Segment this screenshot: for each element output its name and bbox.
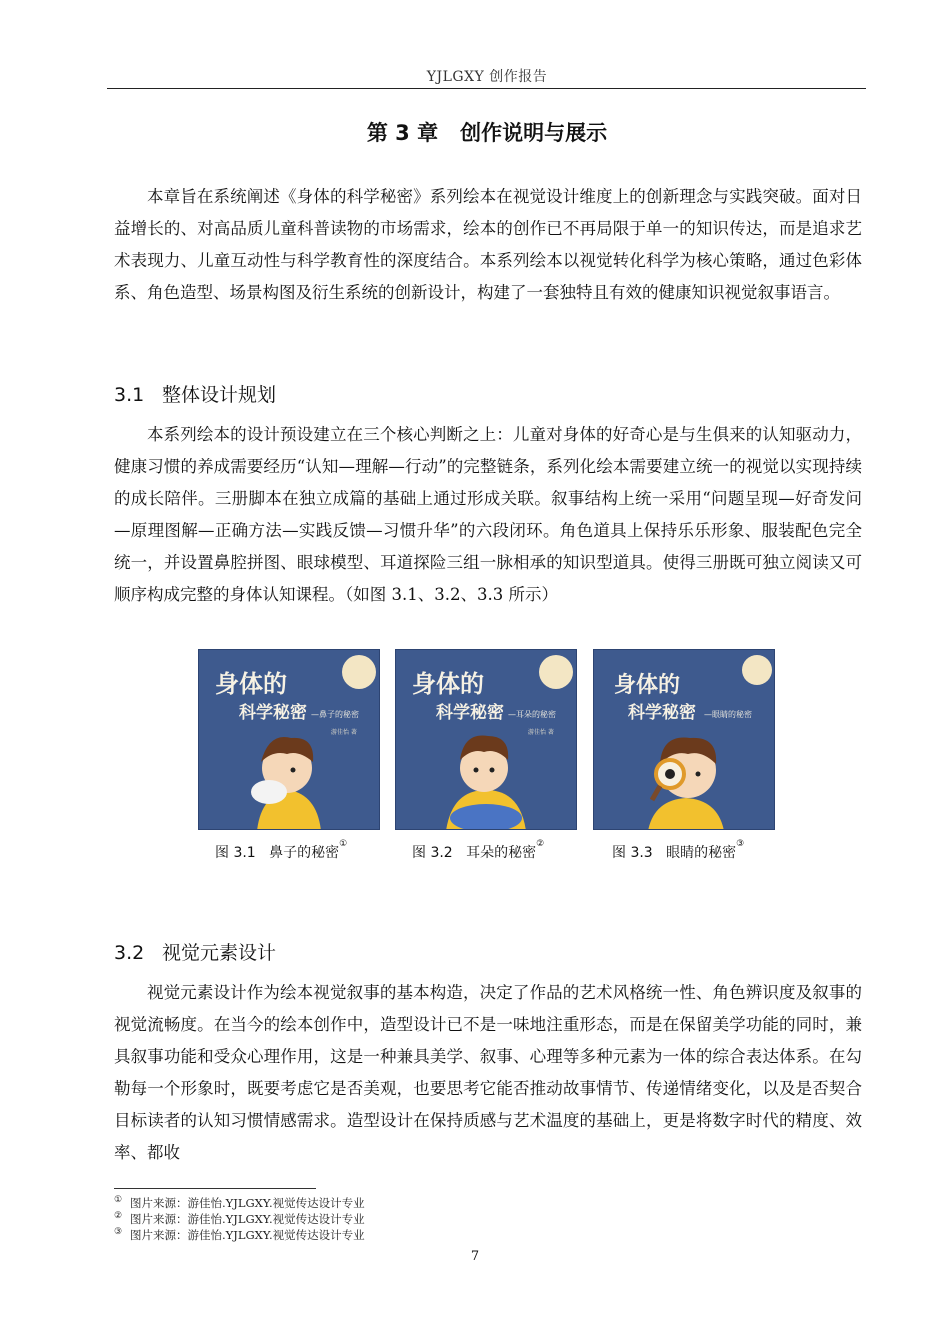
- chapter-number: 第 3 章: [366, 121, 439, 145]
- section-title: 视觉元素设计: [162, 942, 277, 964]
- footnote-mark: ③: [114, 1227, 123, 1237]
- caption-label: 图 3.2: [412, 845, 453, 861]
- header-rule: [107, 88, 866, 89]
- section-number: 3.2: [114, 942, 145, 964]
- footnote-3: [114, 1227, 365, 1243]
- caption-text: 眼睛的秘密: [666, 845, 737, 861]
- section-number: 3.1: [114, 384, 145, 406]
- footnote-ref: ②: [536, 839, 545, 849]
- cover-title-line2: 科学秘密: [436, 703, 504, 723]
- footnote-2: [114, 1211, 365, 1227]
- cover-subtitle: —鼻子的秘密: [311, 710, 359, 719]
- figure-caption: [612, 839, 745, 862]
- footnote-text: 图片来源：游佳怡.YJLGXY.视觉传达设计专业: [130, 1196, 365, 1210]
- figure-3-3: [593, 649, 775, 861]
- caption-text: 鼻子的秘密: [269, 845, 340, 861]
- chapter-title: [108, 117, 866, 147]
- footnote-mark: ①: [114, 1195, 123, 1205]
- section-heading-3-2: [114, 938, 276, 965]
- cover-title-line1: 身体的: [412, 670, 484, 698]
- section-title: 整体设计规划: [162, 384, 277, 406]
- cover-subtitle: —耳朵的秘密: [508, 710, 556, 719]
- book-cover-ear: [395, 649, 577, 830]
- cover-title-line2: 科学秘密: [628, 703, 696, 723]
- footnote-text: 图片来源：游佳怡.YJLGXY.视觉传达设计专业: [130, 1212, 365, 1226]
- cover-author: 游佳怡 著: [331, 729, 357, 736]
- caption-text: 耳朵的秘密: [466, 845, 537, 861]
- figure-row: [0, 649, 950, 869]
- figure-caption: [215, 839, 348, 862]
- section-heading-3-1: [114, 380, 276, 407]
- footnote-1: [114, 1195, 365, 1211]
- caption-label: 图 3.3: [612, 845, 653, 861]
- footnote-mark: ②: [114, 1211, 123, 1221]
- cover-title-line2: 科学秘密: [239, 703, 307, 723]
- section-3-2-paragraph: 视觉元素设计作为绘本视觉叙事的基本构造，决定了作品的艺术风格统一性、角色辨识度及叙事的视觉流畅度。在当今的绘本创作中，造型设计已不是一味地注重形态，而是在保留美学功能的同时，兼具叙事功能和受众心理作用，这是一种兼具美学、叙事、心理等多种元素为一体的综合表达体系。在勾勒每一个形象时，既要考虑它是否美观，也要思考它能否推动故事情节、传递情绪变化，以及是否契合目标读者的认知习惯情感需求。造型设计在保持质感与艺术温度的基础上，更是将数字时代的精度、效率、都收: [114, 983, 862, 1162]
- cover-author: 游佳怡 著: [528, 729, 554, 736]
- footnote-ref: ①: [339, 839, 348, 849]
- cover-title-line1: 身体的: [614, 673, 681, 698]
- footnote-ref: ③: [736, 839, 745, 849]
- cover-subtitle: —眼睛的秘密: [704, 710, 752, 719]
- footnote-rule: [114, 1188, 316, 1189]
- chapter-name: 创作说明与展示: [460, 121, 608, 145]
- book-cover-eye: [593, 649, 775, 830]
- figure-3-2: [395, 649, 577, 861]
- intro-paragraph: 本章旨在系统阐述《身体的科学秘密》系列绘本在视觉设计维度上的创新理念与实践突破。面对日益增长的、对高品质儿童科普读物的市场需求，绘本的创作已不再局限于单一的知识传达，而是追求艺术表现力、儿童互动性与科学教育性的深度结合。本系列绘本以视觉转化科学为核心策略，通过色彩体系、角色造型、场景构图及衍生系统的创新设计，构建了一套独特且有效的健康知识视觉叙事语言。: [114, 187, 862, 302]
- section-3-1-paragraph: 本系列绘本的设计预设建立在三个核心判断之上：儿童对身体的好奇心是与生俱来的认知驱动力，健康习惯的养成需要经历“认知—理解—行动”的完整链条，系列化绘本需要建立统一的视觉以实现持续的成长陪伴。三册脚本在独立成篇的基础上通过形成关联。叙事结构上统一采用“问题呈现—好奇发问—原理图解—正确方法—实践反馈—习惯升华”的六段闭环。角色道具上保持乐乐形象、服装配色完全统一，并设置鼻腔拼图、眼球模型、耳道探险三组一脉相承的知识型道具。使得三册既可独立阅读又可顺序构成完整的身体认知课程。（如图 3.1、3.2、3.3 所示）: [114, 425, 862, 604]
- book-cover-nose: [198, 649, 380, 830]
- caption-label: 图 3.1: [215, 845, 256, 861]
- footnote-text: 图片来源：游佳怡.YJLGXY.视觉传达设计专业: [130, 1228, 365, 1242]
- figure-3-1: [198, 649, 380, 861]
- cover-title-line1: 身体的: [215, 670, 287, 698]
- page-number: 7: [470, 1249, 480, 1264]
- running-header: YJLGXY 创作报告: [426, 69, 548, 85]
- figure-caption: [412, 839, 545, 862]
